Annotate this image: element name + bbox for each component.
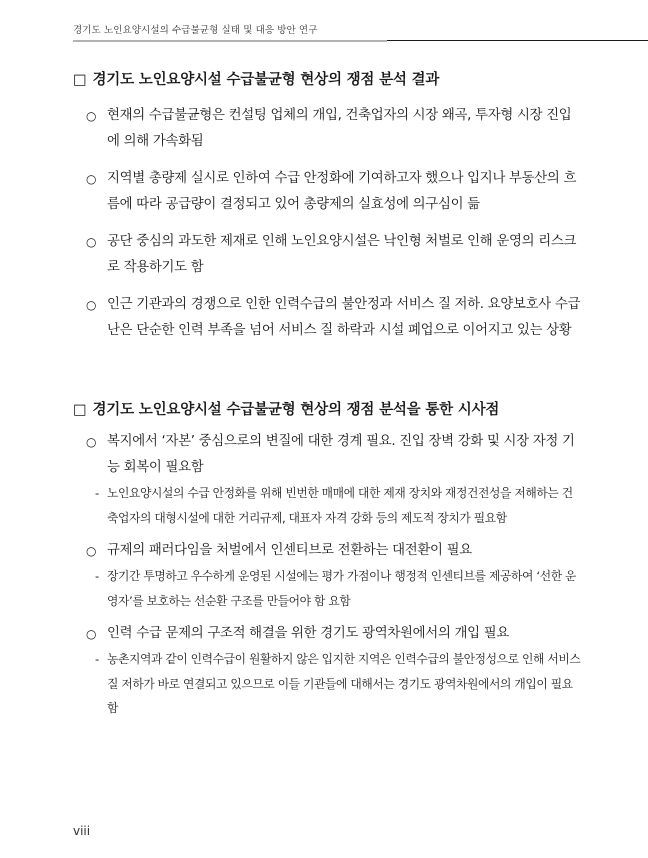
- sub-text: 농촌지역과 같이 인력수급이 원활하지 않은 입지한 지역은 인력수급의 불안정성으로 인해 서비스 질 저하가 바로 연결되고 있으므로 이들 기관들에 대해서는 경기도 광역차원에서의 개입이 필요함: [107, 652, 581, 715]
- bullet-item: [73, 229, 583, 281]
- circle-bullet-icon: ○: [86, 298, 97, 312]
- bullet-text: 인력 수급 문제의 구조적 해결을 위한 경기도 광역차원에서의 개입 필요: [107, 626, 510, 641]
- header-rule-black: [387, 40, 648, 41]
- section-analysis-results: [73, 68, 583, 344]
- section-title-text: 경기도 노인요양시설 수급불균형 현상의 쟁점 분석을 통한 시사점: [92, 402, 500, 418]
- checkbox-square-icon: □: [73, 72, 87, 88]
- bullet-text: 지역별 총량제 실시로 인하여 수급 안정화에 기여하고자 했으나 입지나 부동산의 흐름에 따라 공급량이 결정되고 있어 총량제의 실효성에 의구심이 듦: [107, 171, 577, 212]
- section-title-text: 경기도 노인요양시설 수급불균형 현상의 쟁점 분석 결과: [92, 72, 440, 88]
- sub-item: [73, 564, 583, 613]
- circle-bullet-icon: ○: [86, 172, 97, 186]
- bullet-item: [73, 103, 583, 155]
- running-header: 경기도 노인요양시설의 수급불균형 실태 및 대응 방안 연구: [73, 25, 318, 36]
- bullet-item: [73, 166, 583, 218]
- bullet-text: 현재의 수급불균형은 컨설팅 업체의 개입, 건축업자의 시장 왜곡, 투자형 시장 진입에 의해 가속화됨: [107, 108, 572, 149]
- dash-marker: -: [95, 486, 99, 500]
- sub-text: 노인요양시설의 수급 안정화를 위해 빈번한 매매에 대한 제재 장치와 재정건전성을 저해하는 건축업자의 대형시설에 대한 거리규제, 대표자 자격 강화 등의 제도적 장치가 필요함: [107, 486, 573, 525]
- dash-marker: -: [95, 652, 99, 666]
- bullet-text: 공단 중심의 과도한 제재로 인해 노인요양시설은 낙인형 처벌로 인해 운영의 리스크로 작용하기도 함: [107, 234, 577, 275]
- bullet-item: [73, 538, 583, 564]
- bullet-item: [73, 292, 583, 344]
- bullet-item: [73, 621, 583, 647]
- sub-item: [73, 647, 583, 721]
- checkbox-square-icon: □: [73, 402, 87, 418]
- section-title: [73, 68, 583, 89]
- sub-text: 장기간 투명하고 우수하게 운영된 시설에는 평가 가점이나 행정적 인센티브를 제공하여 ‘선한 운영자’를 보호하는 선순환 구조를 만들어야 함 요함: [107, 569, 577, 608]
- circle-bullet-icon: ○: [86, 544, 97, 558]
- circle-bullet-icon: ○: [86, 109, 97, 123]
- sub-item: [73, 481, 583, 530]
- bullet-text: 규제의 패러다임을 처벌에서 인센티브로 전환하는 대전환이 필요: [107, 543, 472, 558]
- bullet-text: 인근 기관과의 경쟁으로 인한 인력수급의 불안정과 서비스 질 저하. 요양보호사 수급난은 단순한 인력 부족을 넘어 서비스 질 하락과 시설 폐업으로 이어지고 있는 상황: [107, 297, 581, 338]
- section-title: [73, 398, 583, 419]
- header-rule-gray: [73, 40, 387, 42]
- bullet-text: 복지에서 ‘자본’ 중심으로의 변질에 대한 경계 필요. 진입 장벽 강화 및 시장 자정 기능 회복이 필요함: [107, 434, 575, 475]
- page-number: viii: [73, 824, 91, 838]
- circle-bullet-icon: ○: [86, 435, 97, 449]
- circle-bullet-icon: ○: [86, 627, 97, 641]
- circle-bullet-icon: ○: [86, 235, 97, 249]
- section-implications: [73, 398, 583, 721]
- bullet-item: [73, 429, 583, 481]
- dash-marker: -: [95, 569, 99, 583]
